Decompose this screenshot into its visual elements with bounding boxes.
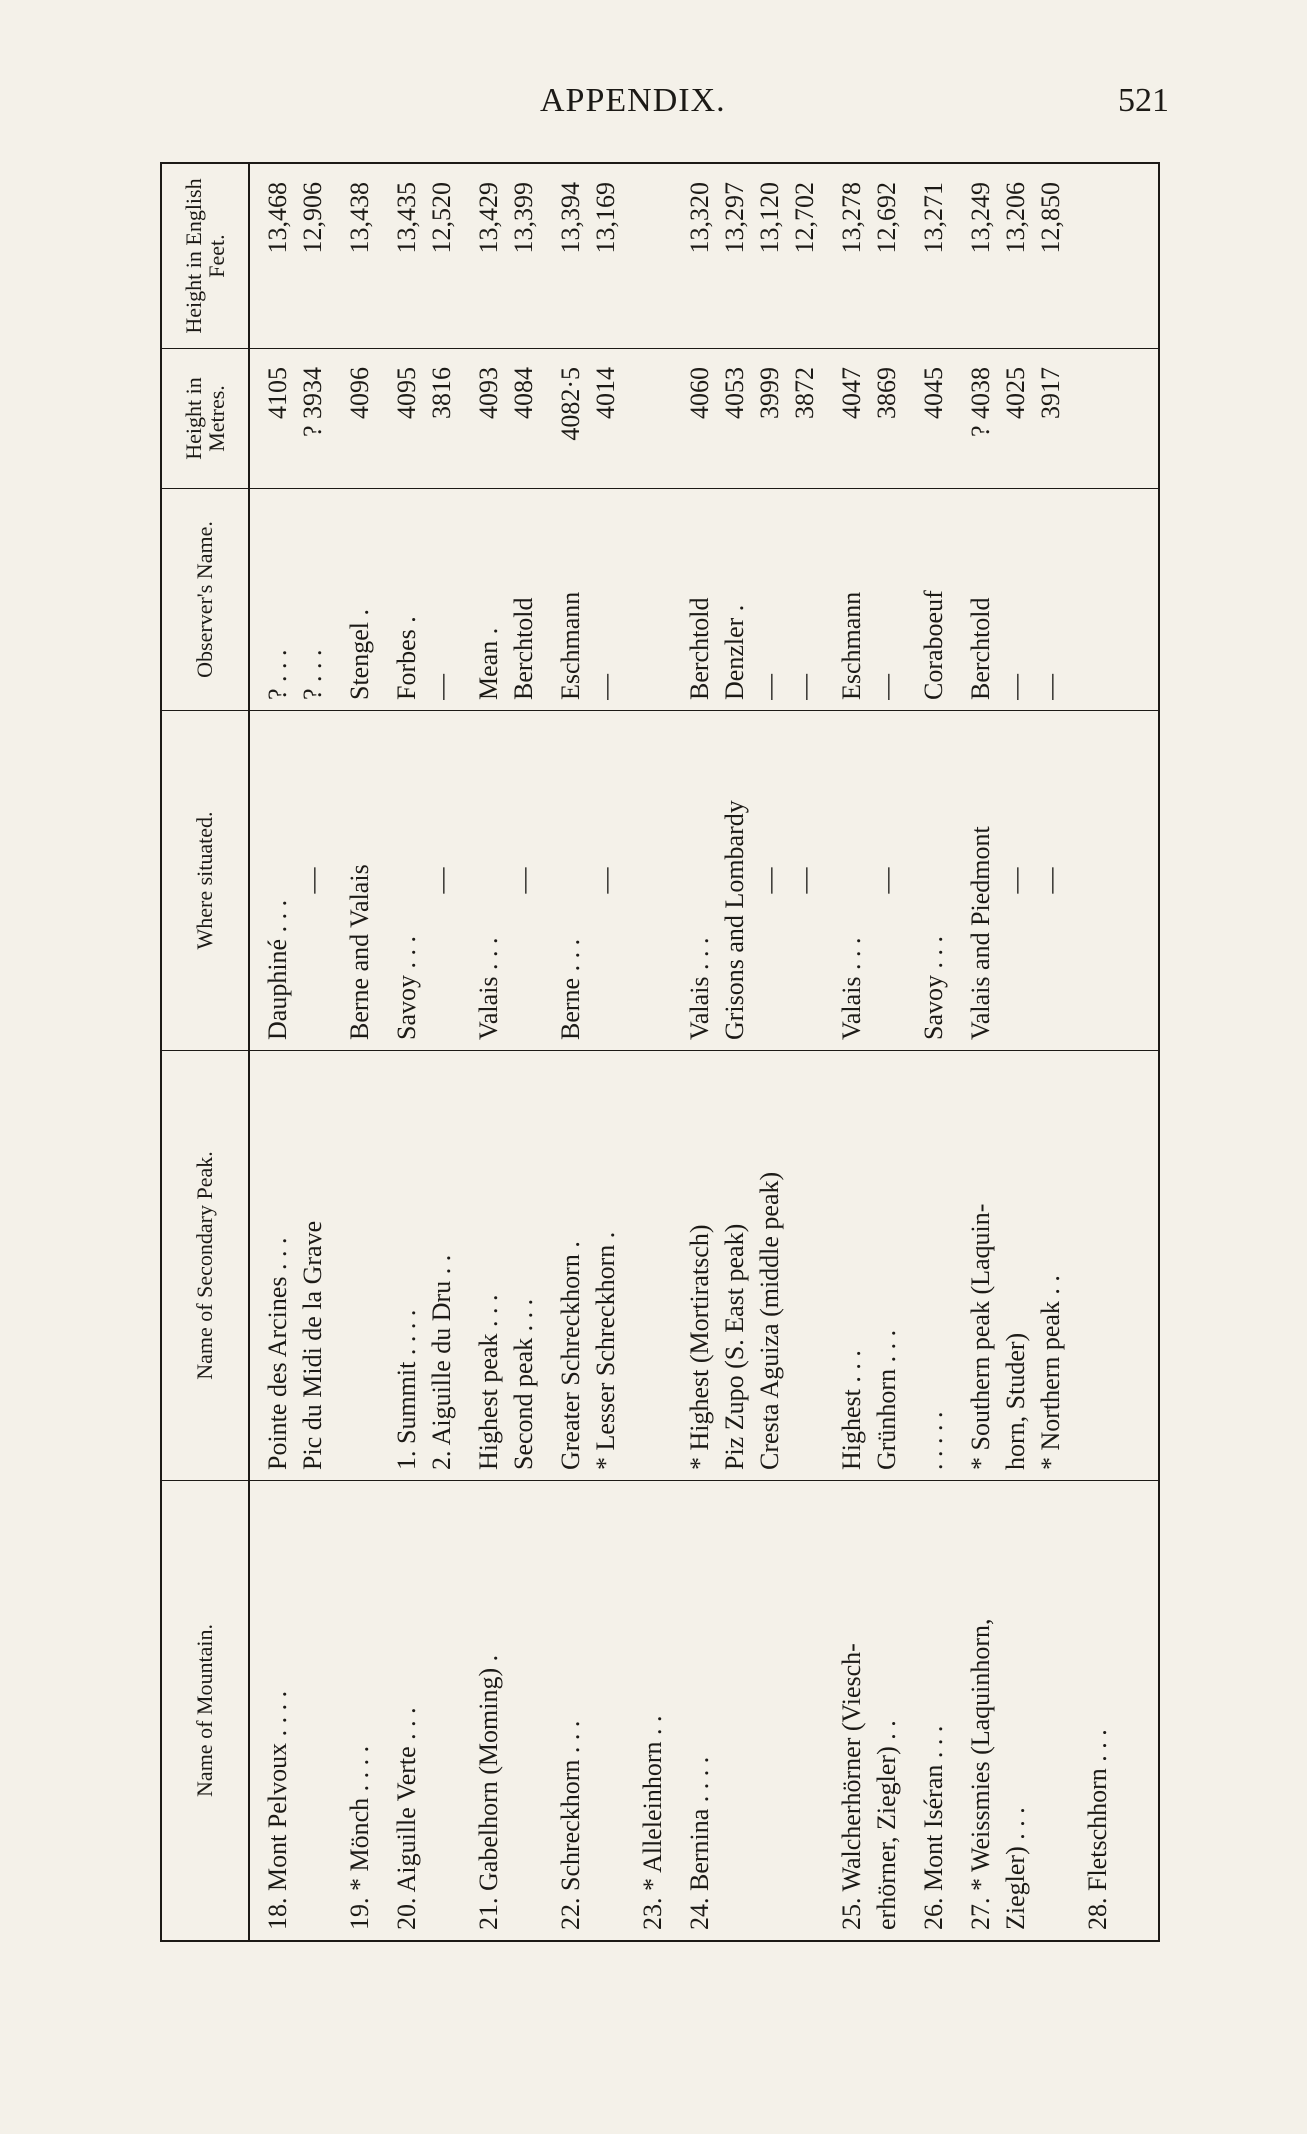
- table-row: [834, 174, 904, 338]
- height-metres: ? 4038: [966, 367, 995, 438]
- height-feet: 13,429: [474, 182, 503, 254]
- observer-name: Stengel .: [345, 609, 374, 700]
- height-feet: 13,435: [392, 182, 421, 254]
- height-metres: 3816: [427, 367, 456, 419]
- secondary-peak: * Lesser Schreckhorn .: [591, 1231, 620, 1470]
- height-feet: [635, 174, 670, 338]
- table-row: [635, 1061, 670, 1470]
- table-row: [682, 499, 822, 700]
- table-row: [471, 174, 541, 338]
- table-row: [471, 359, 541, 478]
- mountain-name: [295, 1491, 330, 1930]
- table-row: [1080, 1061, 1115, 1470]
- where-situated: —: [755, 867, 784, 894]
- table-row: [682, 359, 822, 478]
- height-metres: 4082·5: [556, 367, 585, 441]
- table-row: [916, 1491, 951, 1930]
- mountain-name: 20. Aiguille Verte . . .: [392, 1707, 421, 1930]
- height-feet: 13,271: [919, 182, 948, 254]
- height-metres: 4105: [263, 367, 292, 419]
- observer-name: Eschmann: [837, 591, 866, 700]
- height-feet: 13,278: [837, 182, 866, 254]
- column-observer: [250, 488, 1158, 710]
- table-row: [635, 359, 670, 478]
- height-metres: 4096: [345, 367, 374, 419]
- secondary-peak: * Southern peak (Laquin-: [966, 1203, 995, 1470]
- table-row: [553, 174, 623, 338]
- mountain-name: 24. Bernina . . . .: [685, 1756, 714, 1930]
- observer-name: Berchtold: [685, 597, 714, 700]
- table-row: [1080, 721, 1115, 1040]
- observer-name: Forbes .: [392, 616, 421, 700]
- where-situated: —: [509, 867, 538, 894]
- where-situated: —: [298, 867, 327, 894]
- where-situated: Berne and Valais: [345, 864, 374, 1040]
- height-metres: 4025: [1001, 367, 1030, 419]
- secondary-peak: Cresta Aguiza (middle peak): [755, 1171, 784, 1470]
- mountain-name: [588, 1491, 623, 1930]
- mountain-name: [752, 1491, 787, 1930]
- table-row: [1080, 359, 1115, 478]
- table-row: [682, 721, 822, 1040]
- where-situated: Grisons and Lombardy: [720, 800, 749, 1040]
- secondary-peak: horn, Studer): [1001, 1332, 1030, 1470]
- height-feet: 13,297: [720, 182, 749, 254]
- table-row: [834, 721, 904, 1040]
- running-title: APPENDIX.: [540, 82, 726, 119]
- height-metres: 4093: [474, 367, 503, 419]
- where-situated: Valais and Piedmont: [966, 826, 995, 1040]
- table-row: [471, 721, 541, 1040]
- table-row: [916, 174, 951, 338]
- table-row: [342, 721, 377, 1040]
- where-situated: Valais . . .: [685, 937, 714, 1040]
- height-metres: ? 3934: [298, 367, 327, 438]
- secondary-peak: [1080, 1061, 1115, 1470]
- height-metres: [1080, 359, 1115, 478]
- where-situated: Valais . . .: [474, 937, 503, 1040]
- table-row: [916, 1061, 951, 1470]
- where-situated: —: [790, 867, 819, 894]
- where-situated: —: [1001, 867, 1030, 894]
- height-feet: 13,120: [755, 182, 784, 254]
- height-metres: 4095: [392, 367, 421, 419]
- table-row: [963, 1061, 1068, 1470]
- table-row: [635, 721, 670, 1040]
- where-situated: Valais . . .: [837, 937, 866, 1040]
- page-number: 521: [1118, 82, 1169, 119]
- table-row: [342, 1061, 377, 1470]
- mountain-name: [717, 1491, 752, 1930]
- table-row: [260, 174, 330, 338]
- mountain-name: 21. Gabelhorn (Moming) .: [474, 1654, 503, 1930]
- mountain-name: 27. * Weissmies (Laquinhorn,: [966, 1618, 995, 1930]
- column-feet: [250, 164, 1158, 348]
- secondary-peak: Highest . . .: [837, 1350, 866, 1470]
- table-row: [1080, 174, 1115, 338]
- table-row: [635, 1491, 670, 1930]
- mountain-name: 18. Mont Pelvoux . . . .: [263, 1690, 292, 1930]
- table-row: [635, 174, 670, 338]
- table-row: [834, 1061, 904, 1470]
- where-situated: [1080, 721, 1115, 1040]
- height-feet: 13,394: [556, 182, 585, 254]
- column-secondary-peak: [250, 1050, 1158, 1480]
- mountain-name: 23. * Alleleinhorn . .: [638, 1715, 667, 1930]
- mountain-name: Ziegler) . . .: [1001, 1807, 1030, 1930]
- column-where: [250, 710, 1158, 1050]
- observer-name: —: [1036, 674, 1065, 700]
- table-row: [553, 1061, 623, 1470]
- observer-name: —: [427, 674, 456, 700]
- height-feet: [1080, 174, 1115, 338]
- mountain-name: 28. Fletschhorn . . .: [1083, 1729, 1112, 1930]
- table-row: [963, 499, 1068, 700]
- mountain-heights-table: [160, 162, 1160, 1942]
- table-row: [389, 1491, 459, 1930]
- where-situated: Dauphiné . . .: [263, 899, 292, 1040]
- secondary-peak: Grünhorn . . .: [872, 1329, 901, 1470]
- table-row: [916, 721, 951, 1040]
- table-row: [553, 499, 623, 700]
- column-header-observer: Observer's Name.: [162, 488, 250, 710]
- observer-name: Eschmann: [556, 591, 585, 700]
- mountain-name: 19. * Mönch . . . .: [345, 1745, 374, 1930]
- column-metres: [250, 348, 1158, 488]
- height-metres: 4060: [685, 367, 714, 419]
- secondary-peak: Piz Zupo (S. East peak): [720, 1223, 749, 1470]
- observer-name: ? . . .: [263, 649, 292, 700]
- where-situated: —: [872, 867, 901, 894]
- mountain-name: 26. Mont Iséran . . .: [919, 1725, 948, 1930]
- observer-name: —: [1001, 674, 1030, 700]
- table-row: [834, 499, 904, 700]
- height-metres: 4047: [837, 367, 866, 419]
- table-row: [682, 174, 822, 338]
- where-situated: —: [427, 867, 456, 894]
- height-feet: 12,702: [790, 182, 819, 254]
- height-metres: 3917: [1036, 367, 1065, 419]
- observer-name: Berchtold: [966, 597, 995, 700]
- height-feet: 13,169: [591, 182, 620, 254]
- mountain-name: [506, 1491, 541, 1930]
- table-row: [553, 1491, 623, 1930]
- table-row: [260, 1061, 330, 1470]
- column-header-mountain: Name of Mountain.: [162, 1480, 250, 1940]
- height-metres: 4053: [720, 367, 749, 419]
- observer-name: [1080, 499, 1115, 700]
- height-feet: 13,249: [966, 182, 995, 254]
- table-row: [682, 1491, 822, 1930]
- where-situated: Savoy . . .: [919, 936, 948, 1040]
- observer-name: —: [755, 674, 784, 700]
- table-row: [389, 359, 459, 478]
- page-header: [0, 0, 1307, 140]
- table-row: [963, 1491, 1068, 1930]
- table-row: [916, 359, 951, 478]
- table-row: [834, 359, 904, 478]
- height-feet: 13,320: [685, 182, 714, 254]
- mountain-name: 22. Schreckhorn . . .: [556, 1720, 585, 1930]
- height-metres: 3869: [872, 367, 901, 419]
- mountain-name: [787, 1491, 822, 1930]
- column-header-feet: Height in English Feet.: [162, 164, 250, 348]
- table-row: [682, 1061, 822, 1470]
- height-metres: 3999: [755, 367, 784, 419]
- where-situated: [635, 721, 670, 1040]
- observer-name: [635, 499, 670, 700]
- table-row: [260, 499, 330, 700]
- table-row: [471, 1491, 541, 1930]
- height-metres: 4045: [919, 367, 948, 419]
- observer-name: —: [591, 674, 620, 700]
- table-row: [553, 359, 623, 478]
- observer-name: —: [872, 674, 901, 700]
- height-feet: 12,520: [427, 182, 456, 254]
- table-row: [471, 1061, 541, 1470]
- table-row: [342, 359, 377, 478]
- table-header-row: [162, 164, 250, 1940]
- table-row: [834, 1491, 904, 1930]
- height-metres: 3872: [790, 367, 819, 419]
- observer-name: Denzler .: [720, 604, 749, 700]
- height-feet: 13,438: [345, 182, 374, 254]
- observer-name: Berchtold: [509, 597, 538, 700]
- secondary-peak: [787, 1061, 822, 1470]
- table-row: [963, 721, 1068, 1040]
- secondary-peak: Greater Schreckhorn .: [556, 1241, 585, 1470]
- where-situated: —: [1036, 867, 1065, 894]
- table-row: [342, 1491, 377, 1930]
- secondary-peak: 1. Summit . . . .: [392, 1309, 421, 1470]
- table-row: [963, 174, 1068, 338]
- table-row: [635, 499, 670, 700]
- table-row: [260, 359, 330, 478]
- secondary-peak: . . . . .: [919, 1411, 948, 1470]
- mountain-name: 25. Walcherhörner (Viesch-: [837, 1643, 866, 1930]
- mountain-name: [1033, 1491, 1068, 1930]
- table-row: [553, 721, 623, 1040]
- table-row: [471, 499, 541, 700]
- where-situated: —: [591, 867, 620, 894]
- height-feet: 12,692: [872, 182, 901, 254]
- table-row: [1080, 499, 1115, 700]
- table-row: [260, 1491, 330, 1930]
- observer-name: —: [790, 674, 819, 700]
- secondary-peak: * Highest (Mortiratsch): [685, 1224, 714, 1470]
- mountain-name: erhörner, Ziegler) . .: [872, 1720, 901, 1930]
- height-metres: [635, 359, 670, 478]
- observer-name: Mean .: [474, 627, 503, 700]
- table-row: [342, 174, 377, 338]
- observer-name: ? . . .: [298, 649, 327, 700]
- secondary-peak: [635, 1061, 670, 1470]
- where-situated: Berne . . .: [556, 938, 585, 1040]
- column-header-where: Where situated.: [162, 710, 250, 1050]
- secondary-peak: Pointe des Arcines . . .: [263, 1237, 292, 1470]
- column-mountain: [250, 1480, 1158, 1940]
- table-row: [389, 499, 459, 700]
- secondary-peak: Second peak . . .: [509, 1298, 538, 1470]
- table-row: [342, 499, 377, 700]
- where-situated: Savoy . . .: [392, 936, 421, 1040]
- height-metres: 4014: [591, 367, 620, 419]
- height-feet: 13,468: [263, 182, 292, 254]
- secondary-peak: * Northern peak . .: [1036, 1275, 1065, 1470]
- height-feet: 13,206: [1001, 182, 1030, 254]
- table-body: [250, 164, 1158, 1940]
- mountain-name: [424, 1491, 459, 1930]
- table-row: [916, 499, 951, 700]
- secondary-peak: Pic du Midi de la Grave: [298, 1220, 327, 1470]
- table-row: [389, 721, 459, 1040]
- height-metres: 4084: [509, 367, 538, 419]
- table-row: [1080, 1491, 1115, 1930]
- secondary-peak: Highest peak . . .: [474, 1294, 503, 1470]
- column-header-metres: Height in Metres.: [162, 348, 250, 488]
- observer-name: Coraboeuf: [919, 590, 948, 700]
- secondary-peak: [342, 1061, 377, 1470]
- table-row: [389, 174, 459, 338]
- table-row: [260, 721, 330, 1040]
- column-header-secondary-peak: Name of Secondary Peak.: [162, 1050, 250, 1480]
- table-row: [963, 359, 1068, 478]
- height-feet: 12,906: [298, 182, 327, 254]
- table-row: [389, 1061, 459, 1470]
- height-feet: 13,399: [509, 182, 538, 254]
- secondary-peak: 2. Aiguille du Dru . .: [427, 1254, 456, 1470]
- height-feet: 12,850: [1036, 182, 1065, 254]
